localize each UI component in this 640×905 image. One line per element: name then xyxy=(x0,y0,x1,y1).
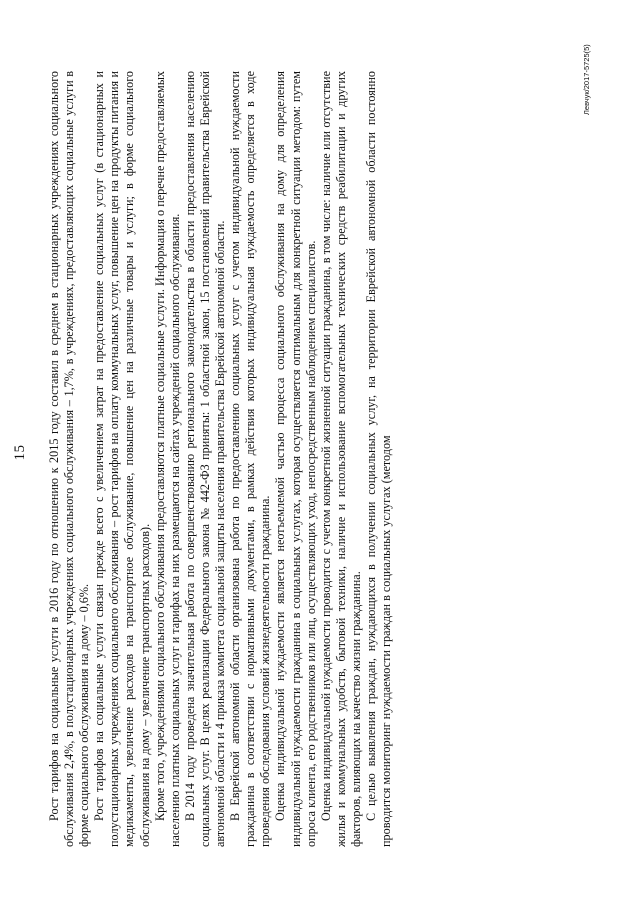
paragraph: Оценка индивидуальной нуждаемости проводится с учетом конкретной жизненной ситуации гражданина, в том числе: наличие или отсутствие жилья и коммунальных удобств, бытовой техники, наличие и использование вспомогательных технических средств реабилитации и других факторов, влияющих на качество жизни гражданина. xyxy=(318,71,363,847)
footer-code: Левчук/2017-5725(5) xyxy=(582,44,591,115)
paragraph: Рост тарифов на социальные услуги в 2016 году по отношению к 2015 году составил в среднем в стационарных учреждениях социального обслуживания 2,4%, в полустационарных учреждениях социального обслуживания – 1,7%, в учреждениях, предоставляющих социальные услуги в форме социального обслуживания на дому – 0,6%. xyxy=(47,71,92,847)
paragraph: Кроме того, учреждениями социального обслуживания предоставляются платные социальные услуги. Информация о перечне предоставляемых населению платных социальных услуг и тарифах на них размещаются на сайтах учреждений социального обслуживания. xyxy=(152,71,182,847)
paragraph: В Еврейской автономной области организована работа по предоставлению социальных услуг с учетом индивидуальной нуждаемости гражданина в соответствии с нормативными документами, в рамках действия которых индивидуальная нуждаемость определяется в ходе проведения обследования условий жизнедеятельности гражданина. xyxy=(228,71,273,847)
paragraph: Оценка индивидуальной нуждаемости является неотъемлемой частью процесса социального обслуживания на дому для определения индивидуальной нуждаемости гражданина в социальных услугах, которая осуществляется оптимальным для конкретной ситуации методом: путем опроса клиента, его родственников или лиц, осуществляющих уход, непосредственным наблюдением специалистов. xyxy=(273,71,318,847)
paragraph: С целью выявления граждан, нуждающихся в получении социальных услуг, на территории Еврейской автономной области постоянно проводится мониторинг нуждаемости граждан в социальных услугах (методом xyxy=(363,71,394,847)
paragraph: Рост тарифов на социальные услуги связан прежде всего с увеличением затрат на предоставление социальных услуг (в стационарных и полустационарных учреждениях социального обслуживания – рост тарифов на оплату коммунальных услуг, повышение цен на продукты питания и медикаменты, увеличение расходов на транспортное обслуживание, повышение цен на различные товары и услуги; в форме социального обслуживания на дому – увеличение транспортных расходов). xyxy=(92,71,152,847)
page-number: 15 xyxy=(12,444,28,461)
body-text xyxy=(47,71,394,847)
paragraph: В 2014 году проведена значительная работа по совершенствованию регионального законодательства в области предоставления населению социальных услуг. В целях реализации Федерального закона № 442-ФЗ приняты: 1 областной закон, 15 постановлений правительства Еврейской автономной области и 4 приказа комитета социальной защиты населения правительства Еврейской автономной области. xyxy=(182,71,228,847)
